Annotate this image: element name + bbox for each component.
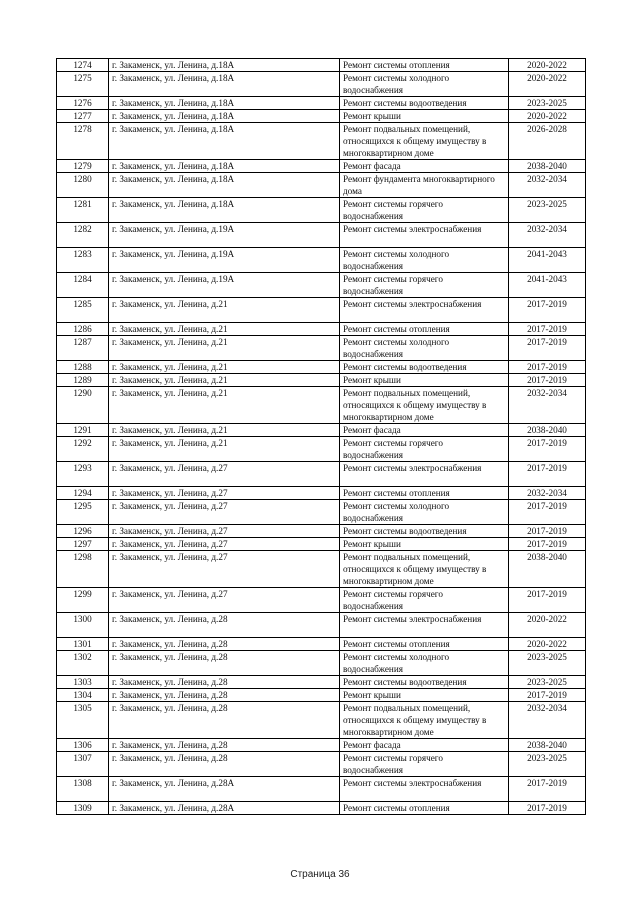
period-cell: 2023-2025 (509, 97, 586, 110)
table-row (57, 387, 586, 424)
address-cell: г. Закаменск, ул. Ленина, д.18А (109, 110, 340, 123)
row-number: 1296 (57, 525, 109, 538)
row-number: 1304 (57, 689, 109, 702)
address-cell: г. Закаменск, ул. Ленина, д.28 (109, 651, 340, 676)
period-cell: 2038-2040 (509, 739, 586, 752)
address-cell: г. Закаменск, ул. Ленина, д.28 (109, 739, 340, 752)
row-number: 1280 (57, 173, 109, 198)
work-type-cell: Ремонт системы отопления (340, 638, 509, 651)
work-type-cell: Ремонт системы горячего водоснабжения (340, 273, 509, 298)
work-type-cell: Ремонт системы электроснабжения (340, 298, 509, 323)
address-cell: г. Закаменск, ул. Ленина, д.18А (109, 59, 340, 72)
period-cell: 2017-2019 (509, 500, 586, 525)
table-row (57, 173, 586, 198)
row-number: 1284 (57, 273, 109, 298)
period-cell: 2017-2019 (509, 336, 586, 361)
period-cell: 2017-2019 (509, 777, 586, 802)
row-number: 1283 (57, 248, 109, 273)
address-cell: г. Закаменск, ул. Ленина, д.27 (109, 538, 340, 551)
period-cell: 2020-2022 (509, 59, 586, 72)
table-row (57, 588, 586, 613)
table-row (57, 638, 586, 651)
period-cell: 2017-2019 (509, 298, 586, 323)
row-number: 1275 (57, 72, 109, 97)
table-row (57, 739, 586, 752)
period-cell: 2020-2022 (509, 110, 586, 123)
work-type-cell: Ремонт системы холодного водоснабжения (340, 500, 509, 525)
address-cell: г. Закаменск, ул. Ленина, д.28 (109, 689, 340, 702)
work-type-cell: Ремонт системы электроснабжения (340, 462, 509, 487)
row-number: 1305 (57, 702, 109, 739)
period-cell: 2017-2019 (509, 525, 586, 538)
period-cell: 2023-2025 (509, 752, 586, 777)
table-row (57, 689, 586, 702)
period-cell: 2017-2019 (509, 437, 586, 462)
table-row (57, 676, 586, 689)
work-type-cell: Ремонт системы холодного водоснабжения (340, 336, 509, 361)
period-cell: 2041-2043 (509, 248, 586, 273)
period-cell: 2032-2034 (509, 702, 586, 739)
table-row (57, 248, 586, 273)
address-cell: г. Закаменск, ул. Ленина, д.28 (109, 676, 340, 689)
repair-schedule-table (56, 58, 586, 815)
period-cell: 2017-2019 (509, 361, 586, 374)
address-cell: г. Закаменск, ул. Ленина, д.28 (109, 752, 340, 777)
address-cell: г. Закаменск, ул. Ленина, д.27 (109, 551, 340, 588)
period-cell: 2017-2019 (509, 588, 586, 613)
page-number: Страница 36 (290, 869, 350, 880)
address-cell: г. Закаменск, ул. Ленина, д.28 (109, 638, 340, 651)
work-type-cell: Ремонт системы электроснабжения (340, 613, 509, 638)
period-cell: 2023-2025 (509, 198, 586, 223)
period-cell: 2017-2019 (509, 323, 586, 336)
row-number: 1287 (57, 336, 109, 361)
work-type-cell: Ремонт подвальных помещений, относящихся к общему имуществу в многоквартирном доме (340, 387, 509, 424)
work-type-cell: Ремонт системы горячего водоснабжения (340, 437, 509, 462)
address-cell: г. Закаменск, ул. Ленина, д.21 (109, 387, 340, 424)
period-cell: 2032-2034 (509, 173, 586, 198)
row-number: 1285 (57, 298, 109, 323)
address-cell: г. Закаменск, ул. Ленина, д.21 (109, 424, 340, 437)
work-type-cell: Ремонт фундамента многоквартирного дома (340, 173, 509, 198)
address-cell: г. Закаменск, ул. Ленина, д.21 (109, 336, 340, 361)
work-type-cell: Ремонт системы отопления (340, 802, 509, 815)
period-cell: 2020-2022 (509, 613, 586, 638)
row-number: 1281 (57, 198, 109, 223)
work-type-cell: Ремонт системы холодного водоснабжения (340, 651, 509, 676)
table-row (57, 802, 586, 815)
table-row (57, 273, 586, 298)
row-number: 1290 (57, 387, 109, 424)
period-cell: 2032-2034 (509, 223, 586, 248)
address-cell: г. Закаменск, ул. Ленина, д.21 (109, 361, 340, 374)
period-cell: 2032-2034 (509, 387, 586, 424)
table-row (57, 651, 586, 676)
address-cell: г. Закаменск, ул. Ленина, д.18А (109, 160, 340, 173)
work-type-cell: Ремонт системы водоотведения (340, 97, 509, 110)
table-row (57, 487, 586, 500)
table-row (57, 525, 586, 538)
work-type-cell: Ремонт системы водоотведения (340, 361, 509, 374)
row-number: 1308 (57, 777, 109, 802)
work-type-cell: Ремонт системы отопления (340, 487, 509, 500)
row-number: 1282 (57, 223, 109, 248)
address-cell: г. Закаменск, ул. Ленина, д.18А (109, 123, 340, 160)
row-number: 1295 (57, 500, 109, 525)
address-cell: г. Закаменск, ул. Ленина, д.18А (109, 72, 340, 97)
address-cell: г. Закаменск, ул. Ленина, д.19А (109, 223, 340, 248)
address-cell: г. Закаменск, ул. Ленина, д.27 (109, 525, 340, 538)
table-row (57, 361, 586, 374)
table-row (57, 462, 586, 487)
period-cell: 2020-2022 (509, 72, 586, 97)
period-cell: 2032-2034 (509, 487, 586, 500)
table-row (57, 702, 586, 739)
work-type-cell: Ремонт системы водоотведения (340, 676, 509, 689)
row-number: 1302 (57, 651, 109, 676)
table-body (57, 59, 586, 815)
row-number: 1303 (57, 676, 109, 689)
period-cell: 2017-2019 (509, 462, 586, 487)
row-number: 1293 (57, 462, 109, 487)
work-type-cell: Ремонт системы холодного водоснабжения (340, 72, 509, 97)
table-row (57, 613, 586, 638)
work-type-cell: Ремонт фасада (340, 739, 509, 752)
table-row (57, 59, 586, 72)
work-type-cell: Ремонт крыши (340, 689, 509, 702)
table-row (57, 538, 586, 551)
address-cell: г. Закаменск, ул. Ленина, д.27 (109, 588, 340, 613)
work-type-cell: Ремонт системы горячего водоснабжения (340, 588, 509, 613)
table-row (57, 72, 586, 97)
address-cell: г. Закаменск, ул. Ленина, д.19А (109, 248, 340, 273)
work-type-cell: Ремонт системы холодного водоснабжения (340, 248, 509, 273)
address-cell: г. Закаменск, ул. Ленина, д.21 (109, 437, 340, 462)
table-row (57, 752, 586, 777)
row-number: 1289 (57, 374, 109, 387)
work-type-cell: Ремонт системы горячего водоснабжения (340, 752, 509, 777)
row-number: 1298 (57, 551, 109, 588)
address-cell: г. Закаменск, ул. Ленина, д.18А (109, 173, 340, 198)
work-type-cell: Ремонт системы электроснабжения (340, 223, 509, 248)
address-cell: г. Закаменск, ул. Ленина, д.18А (109, 97, 340, 110)
row-number: 1276 (57, 97, 109, 110)
row-number: 1279 (57, 160, 109, 173)
work-type-cell: Ремонт системы горячего водоснабжения (340, 198, 509, 223)
address-cell: г. Закаменск, ул. Ленина, д.21 (109, 298, 340, 323)
work-type-cell: Ремонт системы отопления (340, 59, 509, 72)
row-number: 1278 (57, 123, 109, 160)
period-cell: 2017-2019 (509, 802, 586, 815)
table-row (57, 198, 586, 223)
address-cell: г. Закаменск, ул. Ленина, д.28А (109, 777, 340, 802)
period-cell: 2038-2040 (509, 551, 586, 588)
row-number: 1300 (57, 613, 109, 638)
work-type-cell: Ремонт крыши (340, 374, 509, 387)
row-number: 1306 (57, 739, 109, 752)
period-cell: 2023-2025 (509, 651, 586, 676)
work-type-cell: Ремонт системы водоотведения (340, 525, 509, 538)
row-number: 1307 (57, 752, 109, 777)
table-row (57, 437, 586, 462)
table-row (57, 374, 586, 387)
address-cell: г. Закаменск, ул. Ленина, д.27 (109, 462, 340, 487)
row-number: 1297 (57, 538, 109, 551)
table-row (57, 323, 586, 336)
period-cell: 2023-2025 (509, 676, 586, 689)
row-number: 1309 (57, 802, 109, 815)
table-row (57, 500, 586, 525)
table-row (57, 336, 586, 361)
period-cell: 2020-2022 (509, 638, 586, 651)
address-cell: г. Закаменск, ул. Ленина, д.21 (109, 323, 340, 336)
work-type-cell: Ремонт системы электроснабжения (340, 777, 509, 802)
period-cell: 2038-2040 (509, 160, 586, 173)
table-row (57, 777, 586, 802)
row-number: 1291 (57, 424, 109, 437)
table-row (57, 223, 586, 248)
address-cell: г. Закаменск, ул. Ленина, д.28 (109, 702, 340, 739)
row-number: 1299 (57, 588, 109, 613)
period-cell: 2041-2043 (509, 273, 586, 298)
address-cell: г. Закаменск, ул. Ленина, д.19А (109, 273, 340, 298)
period-cell: 2026-2028 (509, 123, 586, 160)
work-type-cell: Ремонт подвальных помещений, относящихся к общему имуществу в многоквартирном доме (340, 702, 509, 739)
period-cell: 2038-2040 (509, 424, 586, 437)
work-type-cell: Ремонт подвальных помещений, относящихся к общему имуществу в многоквартирном доме (340, 551, 509, 588)
row-number: 1294 (57, 487, 109, 500)
work-type-cell: Ремонт крыши (340, 538, 509, 551)
period-cell: 2017-2019 (509, 689, 586, 702)
table-row (57, 160, 586, 173)
address-cell: г. Закаменск, ул. Ленина, д.27 (109, 500, 340, 525)
work-type-cell: Ремонт фасада (340, 160, 509, 173)
address-cell: г. Закаменск, ул. Ленина, д.27 (109, 487, 340, 500)
row-number: 1274 (57, 59, 109, 72)
table-row (57, 110, 586, 123)
table-row (57, 551, 586, 588)
row-number: 1292 (57, 437, 109, 462)
work-type-cell: Ремонт фасада (340, 424, 509, 437)
address-cell: г. Закаменск, ул. Ленина, д.28 (109, 613, 340, 638)
work-type-cell: Ремонт крыши (340, 110, 509, 123)
table-row (57, 424, 586, 437)
address-cell: г. Закаменск, ул. Ленина, д.18А (109, 198, 340, 223)
table-row (57, 97, 586, 110)
row-number: 1286 (57, 323, 109, 336)
row-number: 1301 (57, 638, 109, 651)
address-cell: г. Закаменск, ул. Ленина, д.21 (109, 374, 340, 387)
work-type-cell: Ремонт системы отопления (340, 323, 509, 336)
period-cell: 2017-2019 (509, 374, 586, 387)
address-cell: г. Закаменск, ул. Ленина, д.28А (109, 802, 340, 815)
period-cell: 2017-2019 (509, 538, 586, 551)
work-type-cell: Ремонт подвальных помещений, относящихся к общему имуществу в многоквартирном доме (340, 123, 509, 160)
table-row (57, 123, 586, 160)
row-number: 1288 (57, 361, 109, 374)
table-row (57, 298, 586, 323)
row-number: 1277 (57, 110, 109, 123)
